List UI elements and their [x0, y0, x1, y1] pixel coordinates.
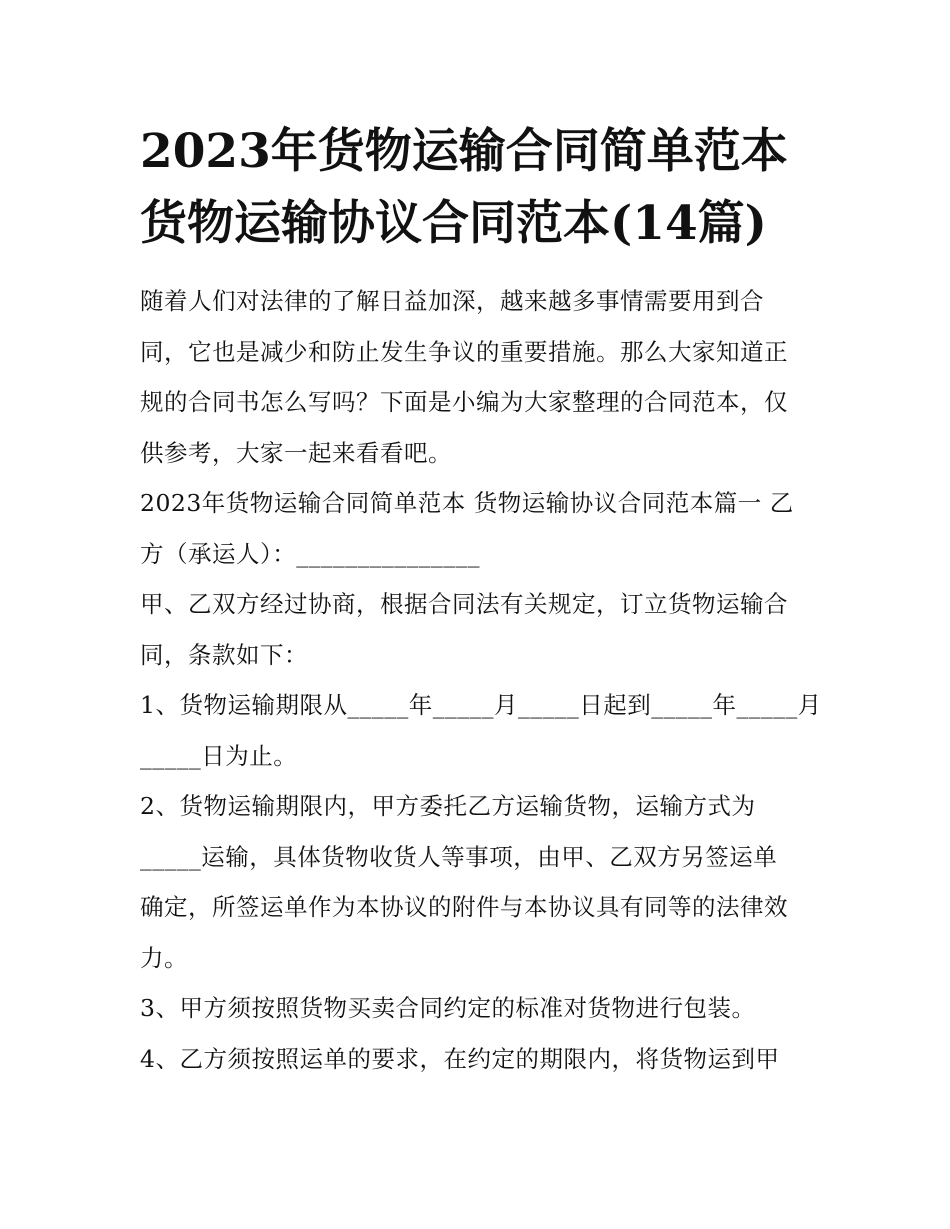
- title-line-2: 货物运输协议合同范本(14篇): [140, 196, 767, 251]
- text-line: 4、乙方须按照运单的要求，在约定的期限内，将货物运到甲: [140, 1044, 780, 1073]
- text-line: 确定，所签运单作为本协议的附件与本协议具有同等的法律效: [140, 893, 788, 921]
- text-line: 随着人们对法律的了解日益加深，越来越多事情需要用到合: [140, 287, 764, 315]
- text-line: 3、甲方须按照货物买卖合同约定的标准对货物进行包装。: [140, 994, 756, 1022]
- text-line: 2023年货物运输合同简单范本 货物运输协议合同范本篇一 乙: [140, 489, 794, 517]
- intro-paragraph: [140, 276, 820, 478]
- text-line: 规的合同书怎么写吗？下面是小编为大家整理的合同范本，仅: [140, 388, 788, 416]
- text-line: _____日为止。: [140, 741, 298, 770]
- clause-1: [140, 680, 820, 781]
- agreement-paragraph: [140, 579, 820, 680]
- document-title: [140, 116, 820, 260]
- section-heading-paragraph: [140, 478, 820, 579]
- clause-3: [140, 983, 820, 1034]
- text-line: 同，它也是减少和防止发生争议的重要措施。那么大家知道正: [140, 337, 788, 366]
- text-line: 2、货物运输期限内，甲方委托乙方运输货物，运输方式为: [140, 792, 756, 820]
- text-line: 力。: [140, 943, 188, 972]
- text-line: 供参考，大家一起来看看吧。: [140, 438, 452, 467]
- text-line: 方（承运人）：_______________: [140, 539, 480, 568]
- text-line: _____运输，具体货物收货人等事项，由甲、乙双方另签运单: [140, 842, 778, 871]
- title-line-1: 2023年货物运输合同简单范本: [140, 124, 788, 179]
- text-line: 1、货物运输期限从_____年_____月_____日起到_____年_____月: [140, 691, 822, 719]
- clause-2: [140, 781, 820, 983]
- document-page: [140, 116, 820, 1084]
- text-line: 甲、乙双方经过协商，根据合同法有关规定，订立货物运输合: [140, 590, 788, 618]
- text-line: 同，条款如下：: [140, 640, 308, 669]
- clause-4: [140, 1034, 820, 1085]
